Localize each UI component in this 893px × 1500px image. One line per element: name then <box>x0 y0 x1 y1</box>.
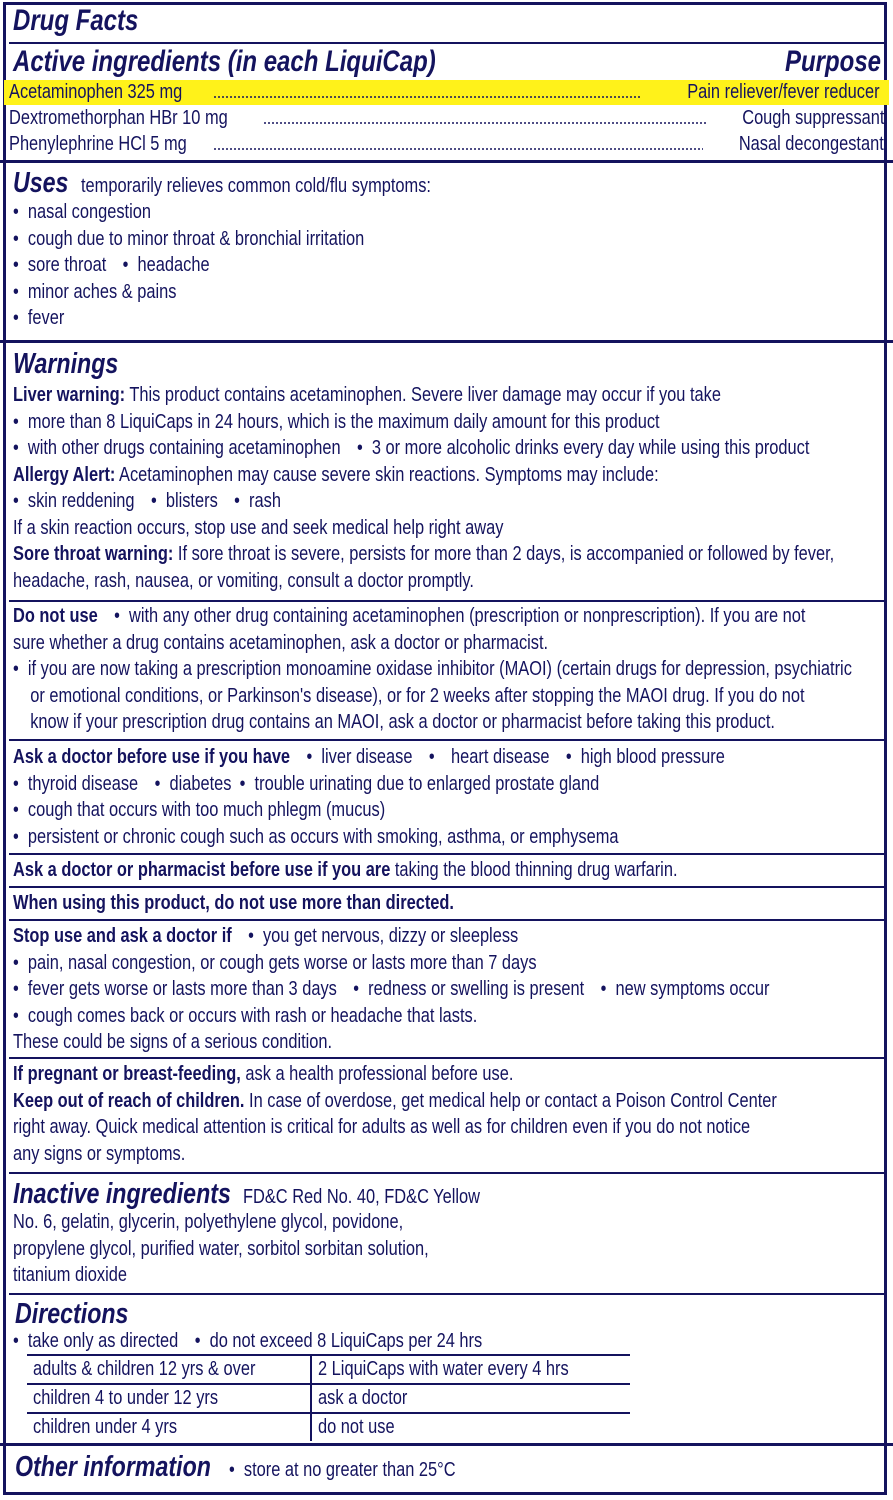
warnings-body <box>13 382 893 594</box>
bullet-icon <box>306 746 312 768</box>
pregnancy-children-section: If pregnant or breast-feeding, ask a health professional before use. Keep out of reach of children. In case of overdose, get medical help or contact a Poison Control Center right away. Quick medical attention is critical for adults as well as for children even if you do not notice any signs or symptoms. <box>13 1063 777 1165</box>
bullet-icon <box>13 1330 19 1352</box>
section-divider <box>0 1443 893 1446</box>
divider <box>9 1057 886 1059</box>
bullet-icon <box>13 411 19 433</box>
purpose-heading: Purpose <box>785 45 882 78</box>
table-row <box>27 1355 630 1384</box>
bullet-icon <box>13 201 19 223</box>
ask-pharmacist-section: Ask a doctor or pharmacist before use if you are taking the blood thinning drug warfarin. <box>13 859 678 881</box>
ingredient-name: Acetaminophen 325 mg <box>9 80 183 103</box>
divider <box>9 886 886 888</box>
section-divider <box>0 160 893 163</box>
ingredient-name: Dextromethorphan HBr 10 mg <box>9 106 228 129</box>
inactive-ingredients-section: Inactive ingredients FD&C Red No. 40, FD&C Yellow <box>13 1178 480 1210</box>
uses-list <box>13 199 441 332</box>
bullet-icon <box>229 1459 235 1481</box>
uses-intro: temporarily relieves common cold/flu symptoms: <box>81 175 431 197</box>
list-item: • with other drugs containing acetaminophen• 3 or more alcoholic drinks every day while using this product <box>13 435 834 462</box>
ingredient-purpose: Cough suppressant <box>741 106 884 129</box>
age-group-cell: children under 4 yrs <box>27 1413 311 1441</box>
table-row <box>27 1413 630 1441</box>
list-item: • fever <box>13 305 364 332</box>
divider <box>9 600 886 602</box>
warnings-heading: Warnings <box>13 348 119 380</box>
table-row <box>27 1384 630 1413</box>
bullet-icon <box>13 773 19 795</box>
active-ingredient-row <box>9 79 884 105</box>
bullet-icon <box>13 437 19 459</box>
bullet-icon <box>13 1005 19 1027</box>
bullet-icon <box>357 437 363 459</box>
dosage-table <box>27 1354 630 1441</box>
bullet-icon <box>248 925 254 947</box>
divider <box>9 42 886 44</box>
divider <box>9 853 886 855</box>
active-ingredients-heading: Active ingredients (in each LiquiCap) <box>13 45 436 78</box>
bullet-icon <box>13 307 19 329</box>
bullet-icon <box>13 254 19 276</box>
ingredient-purpose: Nasal decongestant <box>739 132 884 155</box>
when-using-section: When using this product, do not use more than directed. <box>13 892 454 914</box>
divider <box>9 919 886 921</box>
bullet-icon <box>151 490 157 512</box>
dose-cell: do not use <box>311 1413 630 1441</box>
bullet-icon <box>13 826 19 848</box>
bullet-icon <box>155 773 161 795</box>
list-item: • sore throat• headache <box>13 252 364 279</box>
drug-facts-title: Drug Facts <box>13 4 139 37</box>
uses-heading: Uses <box>13 167 69 199</box>
stop-use-section: Stop use and ask a doctor if• you get nervous, dizzy or sleepless • pain, nasal congestion, or cough gets worse or lasts more than 7 days • fever gets worse or lasts more than 3 days• redness or swelling is present• new symptoms occur • cough comes back or occurs with rash or headache that lasts. These could be signs of a serious condition. <box>13 923 893 1056</box>
bullet-icon <box>195 1330 201 1352</box>
bullet-icon <box>601 978 607 1000</box>
bullet-icon <box>566 746 572 768</box>
bullet-icon <box>13 281 19 303</box>
bullet-icon <box>13 978 19 1000</box>
do-not-use-section: Do not use• with any other drug containing acetaminophen (prescription or nonprescription). If you are not sure whether a drug contains acetaminophen, ask a doctor or pharmacist. • if you are now taking a prescription monoamine oxidase inhibitor (MAOI) (certain drugs for depression, psychiatric or emotional conditions, or Parkinson's disease), or for 2 weeks after stopping the MAOI drug. If you do not know if your prescription drug contains an MAOI, ask a doctor or pharmacist before taking this product. <box>13 603 893 736</box>
sore-throat-warning-cont: headache, rash, nausea, or vomiting, consult a doctor promptly. <box>13 569 474 592</box>
bullet-icon <box>13 228 19 250</box>
divider <box>9 1172 886 1174</box>
inactive-ingredients-heading: Inactive ingredients <box>13 1178 231 1210</box>
allergy-followup: If a skin reaction occurs, stop use and seek medical help right away <box>13 516 504 539</box>
bullet-icon <box>240 773 246 795</box>
inactive-ingredients-list: No. 6, gelatin, glycerin, polyethylene glycol, povidone, propylene glycol, purified water, sorbitol sorbitan solution, titanium dioxide <box>13 1211 429 1286</box>
dose-cell: 2 LiquiCaps with water every 4 hrs <box>311 1355 630 1384</box>
ingredient-purpose: Pain reliever/fever reducer <box>687 80 880 103</box>
bullet-icon <box>13 799 19 821</box>
list-item: • minor aches & pains <box>13 279 364 306</box>
ask-doctor-section: Ask a doctor before use if you have• liver disease• heart disease• high blood pressure • thyroid disease• diabetes• trouble urinating due to enlarged prostate gland • cough that occurs with too much phlegm (mucus) • persistent or chronic cough such as occurs with smoking, asthma, or emphysema <box>13 744 881 850</box>
dot-leader <box>213 131 703 157</box>
dose-cell: ask a doctor <box>311 1384 630 1413</box>
uses-section <box>13 166 508 200</box>
active-ingredient-row <box>9 105 884 131</box>
list-item: • cough due to minor throat & bronchial irritation <box>13 226 364 253</box>
bullet-icon <box>353 978 359 1000</box>
age-group-cell: adults & children 12 yrs & over <box>27 1355 311 1384</box>
allergy-alert: Allergy Alert: Acetaminophen may cause severe skin reactions. Symptoms may include: <box>13 463 659 486</box>
bullet-icon <box>234 490 240 512</box>
divider <box>9 739 886 741</box>
divider <box>9 1293 886 1295</box>
age-group-cell: children 4 to under 12 yrs <box>27 1384 311 1413</box>
other-information-heading: Other information <box>15 1451 211 1483</box>
bullet-icon <box>429 746 435 768</box>
bullet-icon <box>123 254 129 276</box>
ingredient-name: Phenylephrine HCl 5 mg <box>9 132 187 155</box>
dot-leader <box>263 105 707 131</box>
list-item: • nasal congestion <box>13 199 364 226</box>
bullet-icon <box>13 658 19 680</box>
section-divider <box>0 340 893 343</box>
dot-leader <box>213 79 641 105</box>
sore-throat-warning: Sore throat warning: If sore throat is severe, persists for more than 2 days, is accompanied or followed by fever, <box>13 543 835 565</box>
active-ingredient-row <box>9 131 884 157</box>
bullet-icon <box>13 952 19 974</box>
list-item: • skin reddening• blisters• rash <box>13 488 834 515</box>
directions-list: • take only as directed• do not exceed 8 LiquiCaps per 24 hrs <box>13 1328 585 1355</box>
other-information-section: Other information • store at no greater than 25°C <box>15 1450 505 1484</box>
liver-warning: Liver warning: This product contains acetaminophen. Severe liver damage may occur if you take <box>13 384 721 406</box>
directions-heading: Directions <box>15 1298 129 1330</box>
list-item: • more than 8 LiquiCaps in 24 hours, which is the maximum daily amount for this product <box>13 409 834 436</box>
bullet-icon <box>13 490 19 512</box>
bullet-icon <box>114 605 120 627</box>
